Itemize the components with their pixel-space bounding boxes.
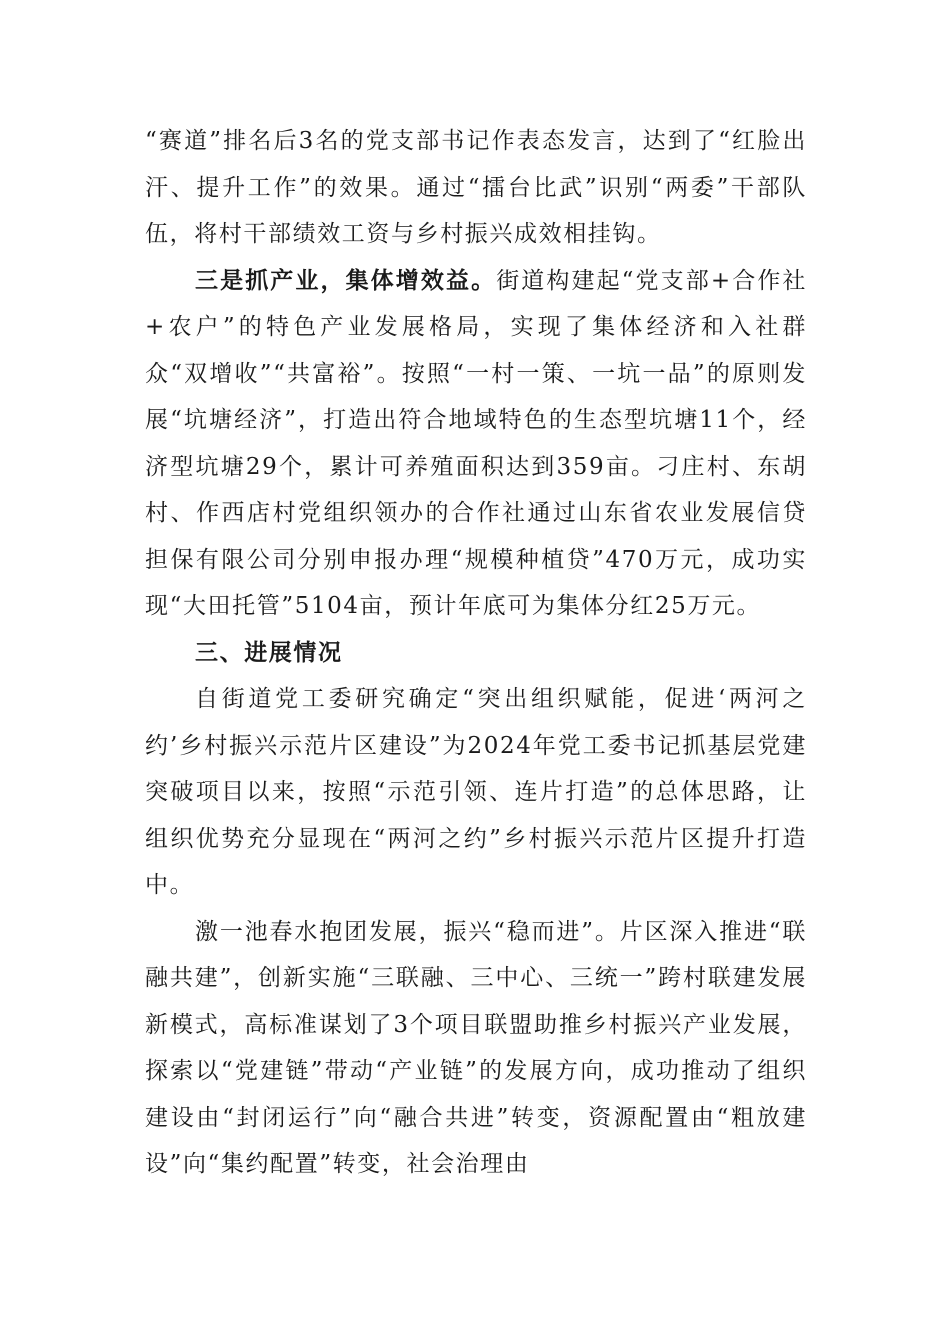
paragraph-4: 激一池春水抱团发展，振兴“稳而进”。片区深入推进“联融共建”，创新实施“三联融、三中心、三统一”跨村联建发展新模式，高标准谋划了3个项目联盟助推乡村振兴产业发展，探索以“党建链”带动“产业链”的发展方向，成功推动了组织建设由“封闭运行”向“融合共进”转变，资源配置由“粗放建设”向“集约配置”转变，社会治理由 bbox=[145, 918, 807, 1177]
paragraph-1: “赛道”排名后3名的党支部书记作表态发言，达到了“红脸出汗、提升工作”的效果。通过“擂台比武”识别“两委”干部队伍，将村干部绩效工资与乡村振兴成效相挂钩。 bbox=[145, 128, 807, 247]
paragraph-3: 自街道党工委研究确定“突出组织赋能，促进‘两河之约’乡村振兴示范片区建设”为2024年党工委书记抓基层党建突破项目以来，按照“示范引领、连片打造”的总体思路，让组织优势充分显现在“两河之约”乡村振兴示范片区提升打造中。 bbox=[145, 686, 807, 898]
paragraph-2-lead: 三是抓产业，集体增效益。 bbox=[195, 267, 497, 294]
paragraph-2-body: 街道构建起“党支部+合作社+农户”的特色产业发展格局，实现了集体经济和入社群众“双增收”“共富裕”。按照“一村一策、一坑一品”的原则发展“坑塘经济”，打造出符合地域特色的生态型坑塘11个，经济型坑塘29个，累计可养殖面积达到359亩。刁庄村、东胡村、作西店村党组织领办的合作社通过山东省农业发展信贷担保有限公司分别申报办理“规模种植贷”470万元，成功实现“大田托管”5104亩，预计年底可为集体分红25万元。 bbox=[145, 267, 807, 619]
document-body bbox=[145, 118, 807, 1188]
paragraph-2 bbox=[145, 258, 807, 630]
section-heading: 三、进展情况 bbox=[195, 639, 343, 666]
